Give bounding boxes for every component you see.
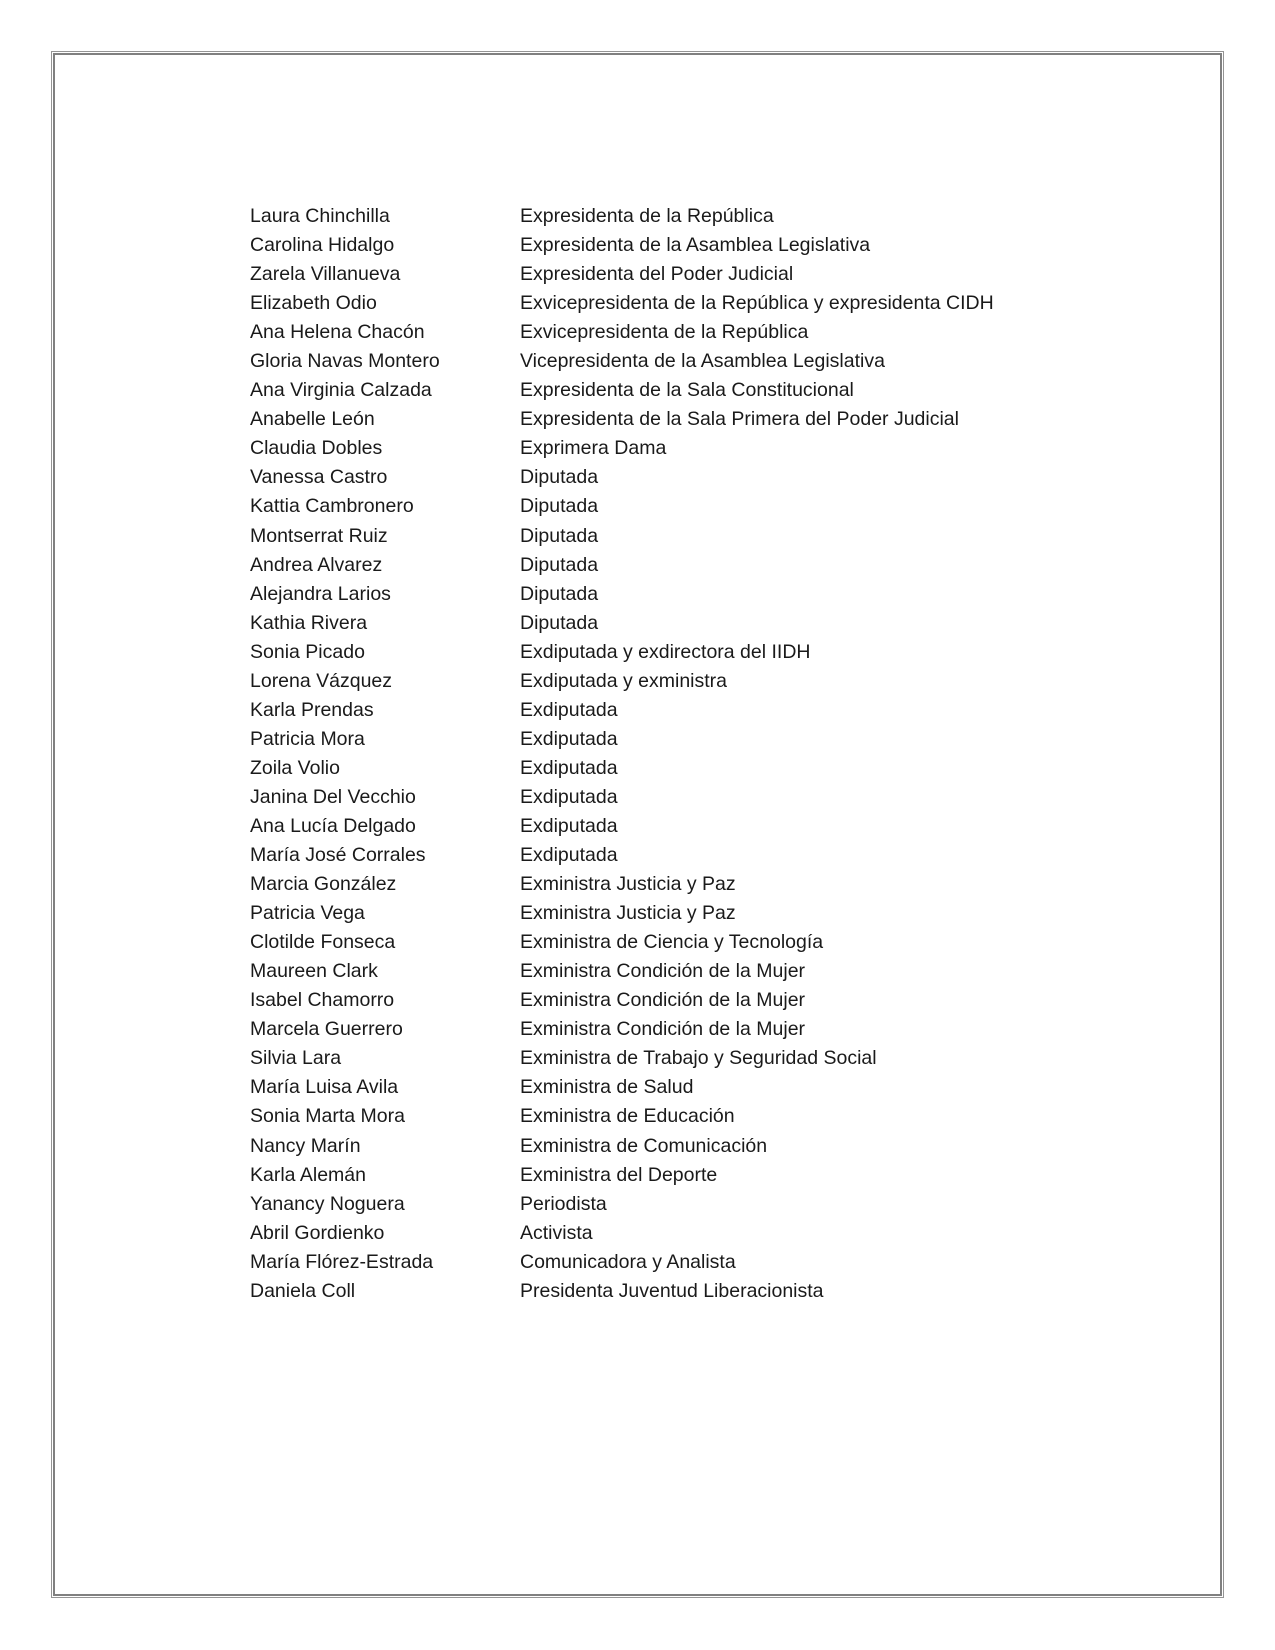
list-item (250, 1248, 994, 1277)
list-item (250, 725, 994, 754)
person-title: Exministra del Deporte (520, 1163, 718, 1186)
person-name: Alejandra Larios (250, 582, 391, 605)
person-title: Exprimera Dama (520, 437, 667, 460)
person-title: Exdiputada y exdirectora del IIDH (520, 640, 811, 663)
person-name: Anabelle León (250, 408, 375, 431)
person-name: Karla Alemán (250, 1163, 366, 1186)
list-item (250, 1219, 994, 1248)
list-item (250, 231, 994, 260)
person-name: Zoila Volio (250, 756, 340, 779)
list-item (250, 1277, 994, 1306)
person-title: Diputada (520, 524, 599, 547)
person-title: Exministra de Ciencia y Tecnología (520, 931, 824, 954)
list-item (250, 434, 994, 463)
person-title: Vicepresidenta de la Asamblea Legislativa (520, 350, 885, 373)
list-item (250, 899, 994, 928)
person-name: Gloria Navas Montero (250, 350, 440, 373)
person-title: Exministra Condición de la Mujer (520, 1018, 806, 1041)
person-name: María José Corrales (250, 844, 426, 867)
list-item (250, 986, 994, 1015)
person-name: Patricia Vega (250, 902, 365, 925)
person-name: Isabel Chamorro (250, 989, 395, 1012)
person-name: Marcela Guerrero (250, 1018, 403, 1041)
list-item (250, 754, 994, 783)
person-title: Exdiputada (520, 844, 618, 867)
person-name: Kattia Cambronero (250, 495, 414, 518)
list-item (250, 1132, 994, 1161)
person-name: Yanancy Noguera (250, 1192, 405, 1215)
person-title: Expresidenta de la Asamblea Legislativa (520, 234, 871, 257)
person-title: Exministra Justicia y Paz (520, 902, 736, 925)
person-title: Expresidenta del Poder Judicial (520, 263, 794, 286)
list-item (250, 609, 994, 638)
person-title: Exministra de Salud (520, 1076, 694, 1099)
person-title: Exministra de Educación (520, 1105, 735, 1128)
person-name: Ana Virginia Calzada (250, 379, 432, 402)
list-item (250, 260, 994, 289)
person-name: Montserrat Ruiz (250, 524, 388, 547)
person-title: Expresidenta de la Sala Constitucional (520, 379, 854, 402)
person-name: María Luisa Avila (250, 1076, 399, 1099)
person-name: Daniela Coll (250, 1279, 356, 1302)
person-title: Exministra Condición de la Mujer (520, 989, 806, 1012)
list-item (250, 289, 994, 318)
list-item (250, 347, 994, 376)
list-item (250, 957, 994, 986)
person-title: Exdiputada y exministra (520, 669, 728, 692)
person-title: Exdiputada (520, 698, 618, 721)
person-title: Exministra de Trabajo y Seguridad Social (520, 1047, 877, 1070)
person-title: Exdiputada (520, 785, 618, 808)
list-item (250, 522, 994, 551)
person-title: Exvicepresidenta de la República (520, 321, 809, 344)
person-title: Diputada (520, 582, 599, 605)
list-item (250, 667, 994, 696)
person-title: Exministra Condición de la Mujer (520, 960, 806, 983)
person-title: Comunicadora y Analista (520, 1250, 736, 1273)
person-name: Zarela Villanueva (250, 263, 401, 286)
person-name: Vanessa Castro (250, 466, 388, 489)
person-title: Diputada (520, 495, 599, 518)
list-item (250, 928, 994, 957)
person-name: Laura Chinchilla (250, 205, 390, 227)
list-item (250, 463, 994, 492)
list-item (250, 318, 994, 347)
person-name: Patricia Mora (250, 727, 365, 750)
person-title: Exdiputada (520, 756, 618, 779)
person-name: Elizabeth Odio (250, 292, 377, 315)
list-item (250, 1015, 994, 1044)
person-name: Lorena Vázquez (250, 669, 393, 692)
list-item (250, 841, 994, 870)
person-name: Andrea Alvarez (250, 553, 383, 576)
list-item (250, 812, 994, 841)
person-name: Claudia Dobles (250, 437, 383, 460)
list-item (250, 376, 994, 405)
person-title: Presidenta Juventud Liberacionista (520, 1279, 824, 1302)
people-list (250, 202, 994, 1306)
person-name: Kathia Rivera (250, 611, 368, 634)
person-name: Ana Lucía Delgado (250, 814, 416, 837)
person-name: Sonia Marta Mora (250, 1105, 405, 1128)
list-item (250, 638, 994, 667)
person-name: Carolina Hidalgo (250, 234, 395, 257)
person-name: Maureen Clark (250, 960, 378, 983)
list-item (250, 580, 994, 609)
list-item (250, 492, 994, 521)
person-name: Karla Prendas (250, 698, 374, 721)
person-title: Periodista (520, 1192, 607, 1215)
person-name: Abril Gordienko (250, 1221, 385, 1244)
person-title: Exministra Justicia y Paz (520, 873, 736, 896)
person-name: Ana Helena Chacón (250, 321, 425, 344)
list-item (250, 696, 994, 725)
person-name: Janina Del Vecchio (250, 785, 416, 808)
list-item (250, 202, 994, 231)
person-title: Exdiputada (520, 814, 618, 837)
person-title: Exministra de Comunicación (520, 1134, 768, 1157)
person-title: Diputada (520, 611, 599, 634)
person-name: Clotilde Fonseca (250, 931, 396, 954)
list-item (250, 405, 994, 434)
person-title: Diputada (520, 553, 599, 576)
list-item (250, 551, 994, 580)
person-name: María Flórez-Estrada (250, 1250, 434, 1273)
list-item (250, 1161, 994, 1190)
person-name: Silvia Lara (250, 1047, 342, 1070)
person-title: Diputada (520, 466, 599, 489)
person-name: Marcia González (250, 873, 397, 896)
person-title: Expresidenta de la Sala Primera del Poder Judicial (520, 408, 959, 431)
person-name: Nancy Marín (250, 1134, 361, 1157)
person-title: Activista (520, 1221, 593, 1244)
list-item (250, 783, 994, 812)
list-item (250, 1190, 994, 1219)
list-item (250, 1102, 994, 1131)
person-name: Sonia Picado (250, 640, 365, 663)
list-item (250, 1044, 994, 1073)
person-title: Exdiputada (520, 727, 618, 750)
list-item (250, 870, 994, 899)
person-title: Expresidenta de la República (520, 205, 774, 227)
person-title: Exvicepresidenta de la República y expresidenta CIDH (520, 292, 994, 315)
list-item (250, 1073, 994, 1102)
